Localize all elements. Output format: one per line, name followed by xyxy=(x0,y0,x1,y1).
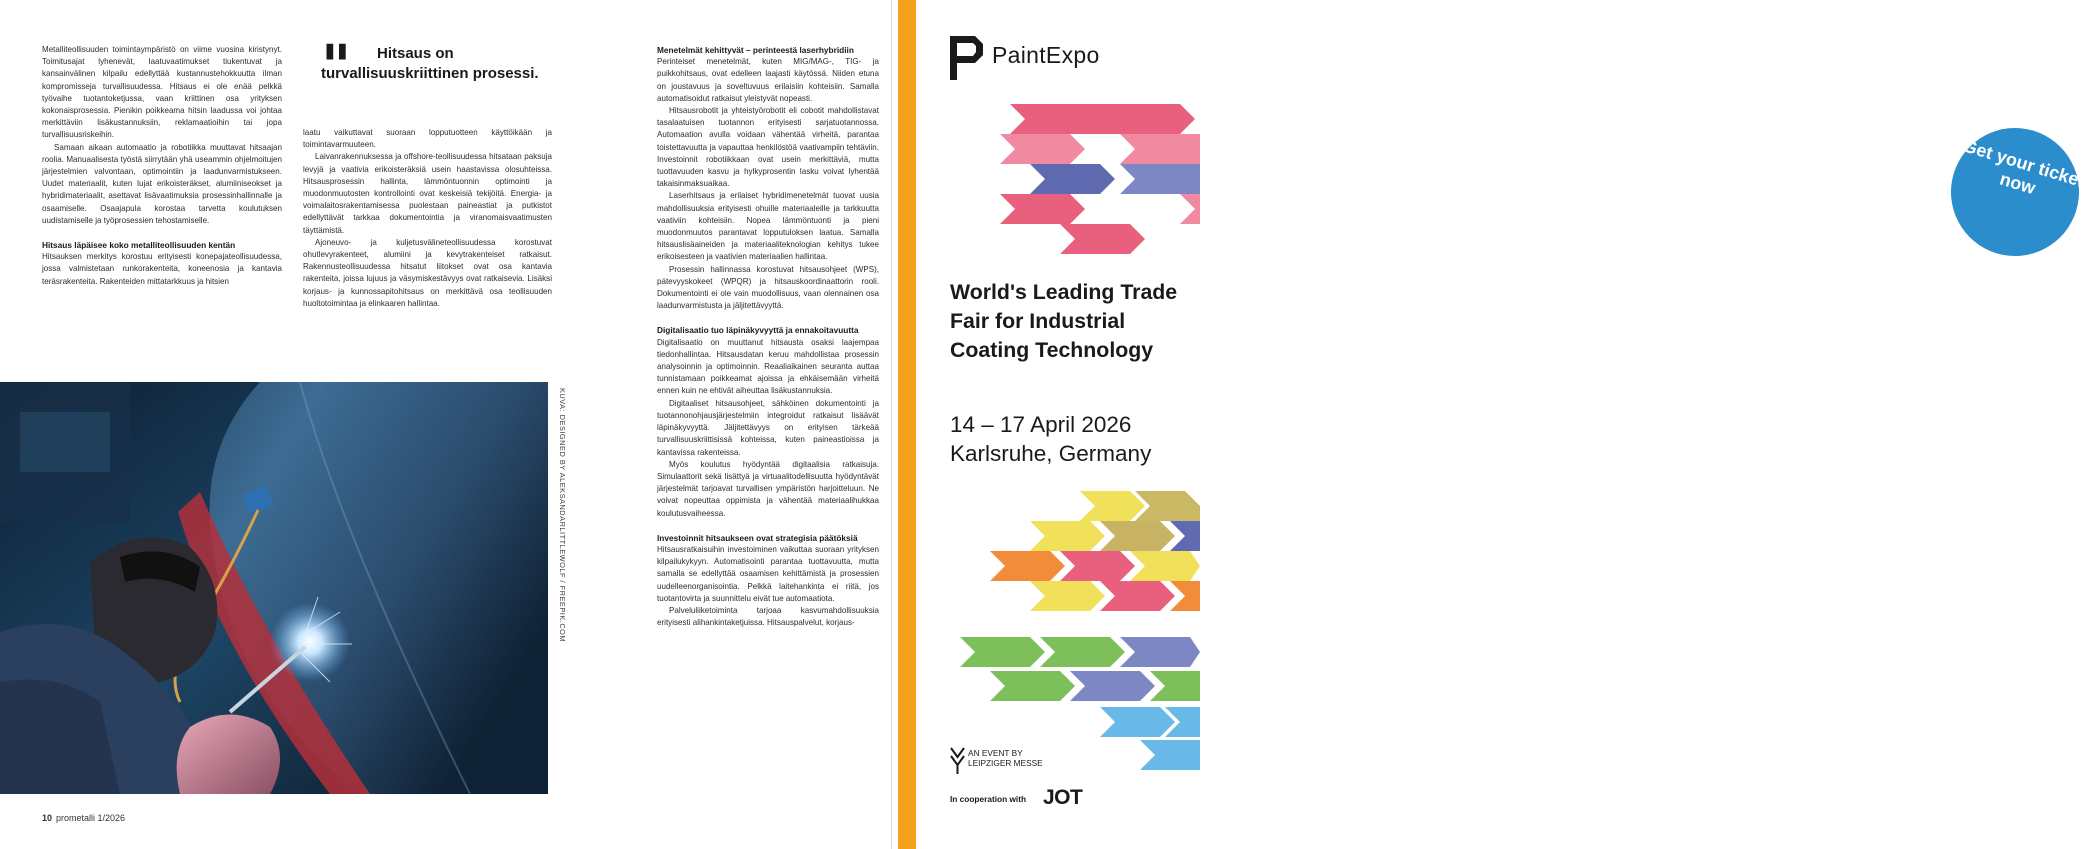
paragraph: Prosessin hallinnassa korostuvat hitsausohjeet (WPS), pätevyyskokeet (WPQR) ja hitsauskoordinaattorin rooli. Dokumentointi ei ole vain muodollisuus, vaan olennainen osa laadunvarmistusta ja jäljitettävyyttä. xyxy=(657,264,879,311)
subheading: Menetelmät kehittyvät – perinteestä laserhybridiin xyxy=(657,45,854,55)
page-divider xyxy=(891,0,892,849)
event-location: Karlsruhe, Germany xyxy=(950,441,1152,466)
event-by-label: AN EVENT BY xyxy=(968,748,1023,758)
quote-mark: " xyxy=(321,32,344,100)
paragraph: Samaan aikaan automaatio ja robotiikka muuttavat hitsaajan roolia. Manuaalisesta työstä siirrytään yhä useammin ohjelmoitujen järjestelmien valvontaan, optimointiin ja laadunvarmistukseen. Uudet materiaalit, kuten lujat erikoisteräkset, alumiiniseokset ja hybridimateriaalit, asettavat lisävaatimuksia prosessinhallinnalle ja osaamiselle. Osaajapula korostaa tarvetta koulutuksen uudistamiselle ja työprosessien tehostamiselle. xyxy=(42,142,282,225)
article-column-1 xyxy=(42,44,282,288)
organizer-name: LEIPZIGER MESSE xyxy=(968,757,1043,768)
jot-logo: JOT xyxy=(1043,786,1083,809)
page-folio xyxy=(42,813,125,823)
publication-name: prometalli 1/2026 xyxy=(56,813,126,823)
leipziger-messe-icon xyxy=(950,747,965,775)
paragraph: Laivanrakennuksessa ja offshore-teollisuudessa hitsataan paksuja levyjä ja vaativia erikoisteräksiä usein haastavissa olosuhteissa. Hitsausprosessin hallinta, lämmöntuonnin optimointi ja muodonmuutosten kontrollointi ovat keskeisiä tekijöitä. Energia- ja voimalaitosrakentamisessa puolestaan paineastiat ja putkistot edellyttävät tarkkaa dokumentointia ja viranomaisvaatimusten täyttämistä. xyxy=(303,152,552,235)
welding-photo xyxy=(0,382,548,794)
paragraph: Hitsausratkaisuihin investoiminen vaikuttaa suoraan yrityksen kilpailukykyyn. Automatisointi parantaa tuottavuutta, mutta samalla se edellyttää osaamisen kehittämistä ja prosessien uudelleenorganisointia. Pelkkä laitehankinta ei riitä, jos tuotantovirta ja suunnittelu eivät tue automaatiota. xyxy=(657,544,879,603)
page-number: 10 xyxy=(42,813,53,823)
pull-quote xyxy=(321,32,551,100)
event-dates-location xyxy=(950,410,1190,468)
left-page xyxy=(0,0,891,849)
cooperation-label: In cooperation with xyxy=(950,794,1027,804)
article-column-3 xyxy=(657,44,879,629)
article-column-2 xyxy=(303,127,552,310)
paragraph: Perinteiset menetelmät, kuten MIG/MAG-, TIG- ja puikkohitsaus, ovat edelleen laajasti käytössä. Niiden etuna on joustavuus ja soveltuvuus erilaisiin kohteisiin. Samalla automatisoidut ratkaisut yleistyvät nopeasti. xyxy=(657,57,879,103)
photo-credit: KUVA: DESIGNED BY ALEKSANDARLITTLEWOLF / FREEPIK.COM xyxy=(558,388,567,643)
pull-quote-text: Hitsaus on turvallisuuskriittinen prosessi. xyxy=(321,45,539,82)
paragraph: Digitaaliset hitsausohjeet, sähköinen dokumentointi ja tuotannonohjausjärjestelmiin integroidut ratkaisut lisäävät läpinäkyvyyttä. Jäljitettävyys on erityisen tärkeää turvallisuuskriittisissä kohteissa, kuten paineastioissa ja kantavissa rakenteissa. xyxy=(657,398,879,457)
paragraph: Myös koulutus hyödyntää digitaalisia ratkaisuja. Simulaattorit sekä lisättyä ja virtuaalitodellisuutta hyödyntävät järjestelmät tarjoavat turvallisen ympäristön harjoitteluun. Ne voivat nopeuttaa oppimista ja vähentää materiaalihukkaa koulutusvaiheessa. xyxy=(657,459,879,518)
paragraph: Palveluliiketoiminta tarjoaa kasvumahdollisuuksia erityisesti alihankintaketjuissa. Hitsauspalvelut, korjaus- xyxy=(657,605,879,628)
paragraph: laatu vaikuttavat suoraan lopputuotteen käyttöikään ja toimintavarmuuteen. xyxy=(303,128,552,150)
ad-headline: World's Leading Trade Fair for Industrial Coating Technology xyxy=(950,280,1178,362)
subheading: Digitalisaatio tuo läpinäkyvyyttä ja ennakoitavuutta xyxy=(657,325,859,336)
paragraph: Hitsausrobotit ja yhteistyörobotit eli cobotit mahdollistavat tasalaatuisen tuotannon erityisesti sarjatuotannossa. Automaation avulla voidaan vähentää virheitä, parantaa toistettavuutta ja vapauttaa henkilöstöä vaativampiin tehtäviin. Investoinnit robotiikkaan ovat usein merkittäviä, mutta tuottavuuden kasvu ja hylkyprosentin lasku voivat lyhentää takaisinmaksuaikaa. xyxy=(657,106,879,189)
event-organizer xyxy=(968,749,1043,768)
paragraph: Metalliteollisuuden toimintaympäristö on viime vuosina kiristynyt. Toimitusajat lyhenevät, laatuvaatimukset tiukentuvat ja kansainvälinen kilpailu edellyttää kustannustehokkuutta ilman kompromisseja turvallisuudessa. Hitsaus ei ole enää pelkkä työvaihe tuotantoketjussa, vaan kriittinen osa yrityksen kokonaisprosessia. Pienikin poikkeama hitsin laadussa voi johtaa merkittäviin lisäkustannuksiin, reklamaatioihin tai jopa turvallisuusriskeihin. xyxy=(42,45,282,140)
subheading: Investoinnit hitsaukseen ovat strategisia päätöksiä xyxy=(657,532,858,543)
subheading: Hitsaus läpäisee koko metalliteollisuuden kentän xyxy=(42,240,236,251)
event-dates: 14 – 17 April 2026 xyxy=(950,412,1132,437)
orange-edge-stripe xyxy=(898,0,916,849)
paragraph: Hitsauksen merkitys korostuu erityisesti konepajateollisuudessa, jossa valmistetaan runkorakenteita, koneenosia ja kantavia teräsrakenteita. Rakenteiden mittatarkkuus ja hitsien xyxy=(42,252,282,286)
paragraph: Laserhitsaus ja erilaiset hybridimenetelmät tuovat uusia mahdollisuuksia erityisesti ohuille materiaaleille ja tarkkuutta vaativiin kohteisiin. Nopea lämmöntuonti ja pieni muodonmuutos parantavat lopputuloksen laatua. Samalla hitsauslisäaineiden ja materiaaliteknologian kehitys tukee erikoisesteen ja vaativien materiaalien hallintaa. xyxy=(657,191,879,262)
get-ticket-badge[interactable]: Get your ticket now xyxy=(1935,112,2095,272)
paragraph: Digitalisaatio on muuttanut hitsausta osaksi laajempaa tiedonhallintaa. Hitsausdatan keruu mahdollistaa prosessin analysoinnin ja optimoinnin. Reaaliaikainen seuranta auttaa tunnistamaan poikkeamat ajoissa ja ehkäisemään virheitä ennen kuin ne ehtivät aiheuttaa lisäkustannuksia. xyxy=(657,337,879,396)
paragraph: Ajoneuvo- ja kuljetusvälineteollisuudessa korostuvat ohutlevyrakenteet, alumiini ja kevytrakenteiset ratkaisut. Rakennusteollisuudessa hitsatut liitokset ovat osa kantavia rakenteita, joissa lujuus ja väsymiskestävyys ovat ratkaisevia. Lisäksi korjaus- ja kunnossapitohitsaus on merkittävä osa teollisuuden huoltotoimintaa ja elinkaaren hallintaa. xyxy=(303,237,552,308)
brand-name: PaintExpo xyxy=(992,42,1100,68)
welding-illustration xyxy=(0,382,548,794)
